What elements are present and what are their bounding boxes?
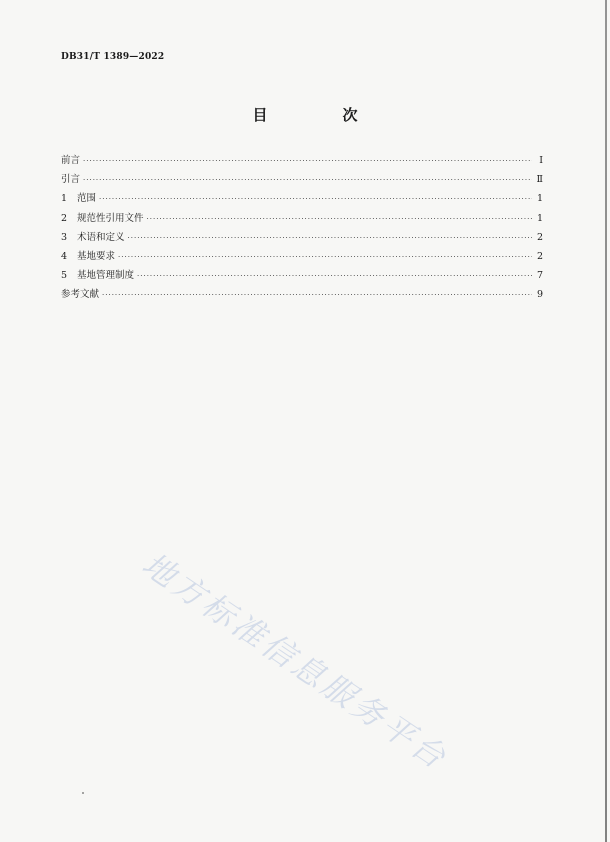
toc-leader-dots: [83, 157, 532, 165]
toc-entry-bibliography[interactable]: [61, 286, 543, 305]
toc-entry-terms-definitions[interactable]: [61, 229, 543, 248]
scan-speck: [82, 792, 84, 794]
toc-entry-page: 2: [536, 250, 543, 262]
toc-entry-page: 2: [536, 231, 543, 243]
toc-leader-dots: [147, 215, 532, 223]
toc-entry-management-system[interactable]: [61, 267, 543, 286]
toc-entry-scope[interactable]: [61, 190, 543, 209]
toc-entry-label: 范围: [77, 193, 97, 205]
toc-entry-label: 基地要求: [77, 250, 116, 262]
toc-entry-number: 3: [61, 231, 68, 243]
toc-entry-base-requirements[interactable]: [61, 248, 543, 267]
toc-leader-dots: [102, 291, 532, 299]
toc-leader-dots: [99, 195, 532, 203]
toc-entry-number: 2: [61, 212, 68, 224]
toc-entry-label: 基地管理制度: [77, 270, 135, 282]
toc-entry-number: 4: [61, 250, 68, 262]
toc-entry-page: 7: [536, 270, 543, 282]
toc-entry-number: 5: [61, 270, 68, 282]
toc-leader-dots: [118, 253, 532, 261]
toc-entry-normative-references[interactable]: [61, 210, 543, 229]
toc-entry-page: 9: [536, 289, 543, 301]
toc-entry-label: 引言: [61, 174, 81, 186]
toc-leader-dots: [83, 176, 532, 184]
toc-entry-page: Ⅰ: [539, 155, 543, 166]
toc-leader-dots: [137, 272, 532, 280]
toc-title: 目 次: [252, 106, 388, 124]
toc-entry-label: 术语和定义: [77, 231, 125, 243]
toc-entry-label: 前言: [61, 155, 81, 166]
document-code: DB31/T 1389—2022: [61, 52, 165, 62]
toc-entry-number: 1: [61, 193, 68, 205]
toc-entry-page: Ⅱ: [536, 174, 543, 186]
toc-entry-foreword[interactable]: [61, 152, 543, 171]
toc-leader-dots: [128, 234, 532, 242]
table-of-contents: [61, 152, 543, 306]
toc-entry-label: 规范性引用文件: [77, 212, 144, 224]
scan-edge-shadow: [605, 0, 607, 842]
watermark-text: 地方标准信息服务平台: [135, 544, 456, 778]
toc-entry-page: 1: [536, 193, 543, 205]
toc-entry-page: 1: [536, 212, 543, 224]
toc-entry-introduction[interactable]: [61, 171, 543, 190]
toc-entry-label: 参考文献: [61, 289, 100, 301]
